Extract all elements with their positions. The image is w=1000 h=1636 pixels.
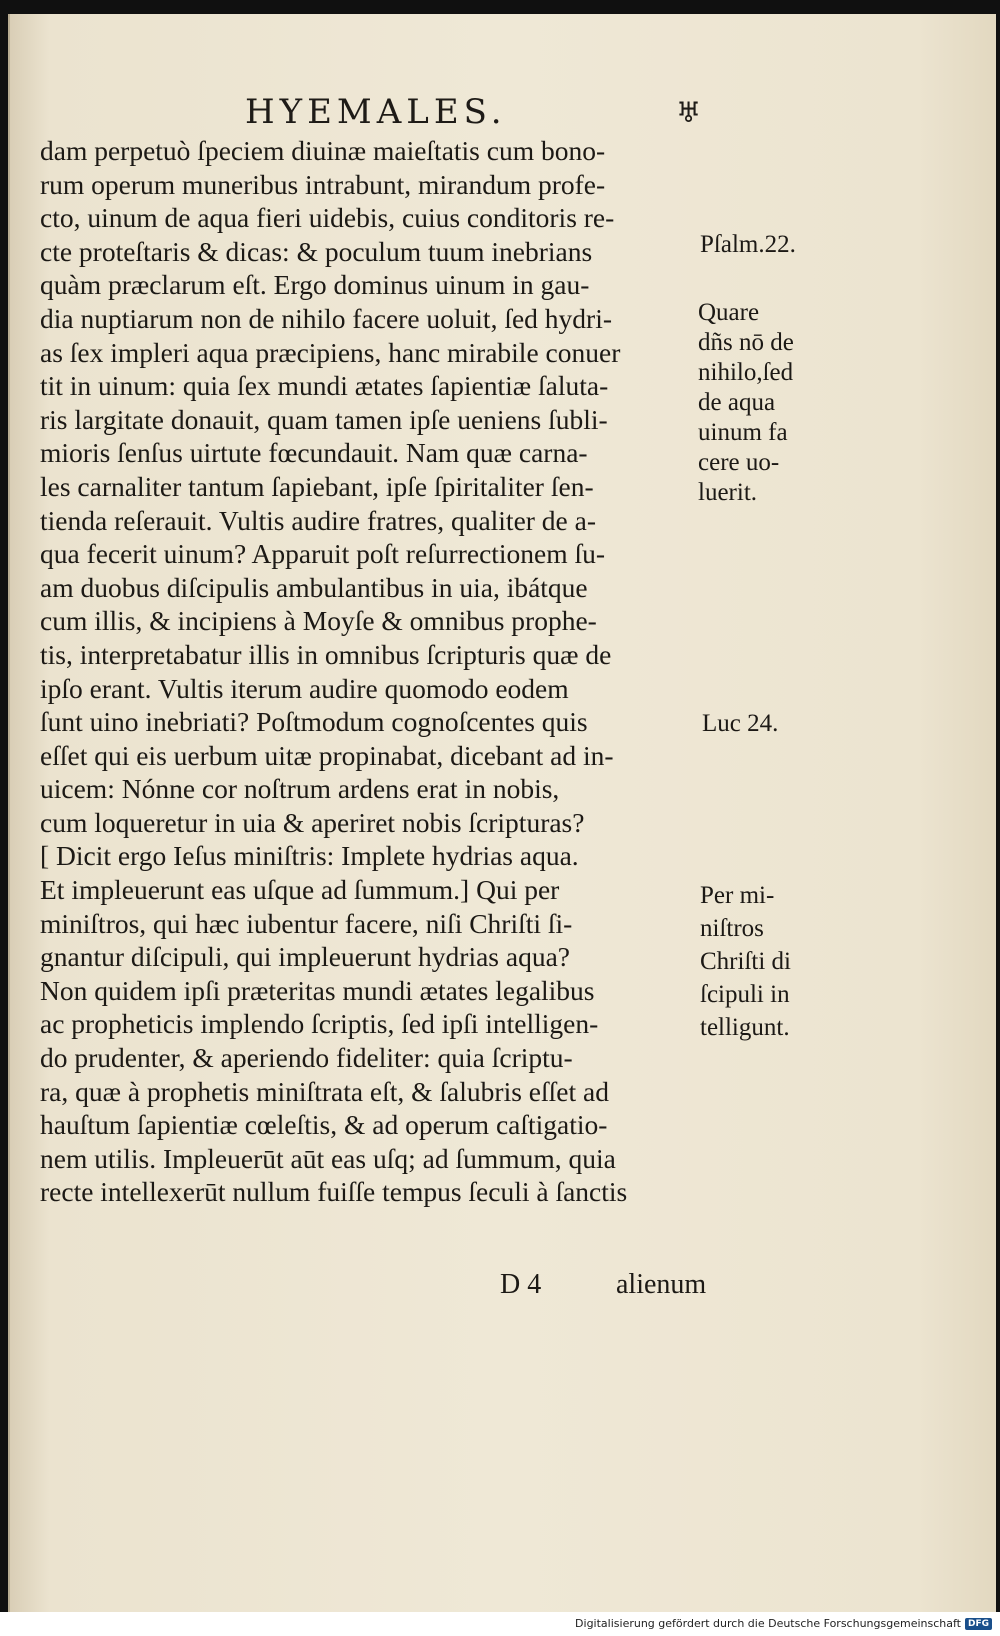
text-line: qua fecerit uinum? Apparuit poſt reſurrectionem ſu- (40, 538, 606, 570)
text-line: les carnaliter tantum ſapiebant, ipſe ſpiritaliter ſen- (40, 470, 594, 502)
text-line: ra, quæ à prophetis miniſtrata eſt, & ſalubris eſſet ad (40, 1075, 609, 1107)
text-line: am duobus diſcipulis ambulantibus in uia, ibátque (40, 571, 588, 603)
text-line: nem utilis. Impleuerūt aūt eas uſq; ad ſummum, quia (40, 1142, 616, 1174)
text-line: ſunt uino inebriati? Poſtmodum cognoſcentes quis (40, 706, 588, 738)
text-line: hauſtum ſapientiæ cœleſtis, & ad operum caſtigatio- (40, 1109, 608, 1141)
text-line: cto, uinum de aqua fieri uidebis, cuius conditoris re- (40, 202, 615, 234)
text-line: Et impleuerunt eas uſque ad ſummum.] Qui per (40, 874, 560, 906)
text-line: mioris ſenſus uirtute fœcundauit. Nam quæ carna- (40, 437, 588, 469)
margin-note-quare: Quare dñs nō de nihilo,ſed de aqua uinum fa cere uo- luerit. (698, 299, 794, 506)
text-line: cum loqueretur in uia & aperiret nobis ſcripturas? (40, 806, 585, 838)
text-line: gnantur diſcipuli, qui impleuerunt hydrias aqua? (40, 941, 571, 973)
credit-text: Digitalisierung gefördert durch die Deutsche Forschungsgemeinschaft (575, 1617, 961, 1630)
text-line: rum operum muneribus intrabunt, mirandum profe- (40, 168, 606, 200)
digitization-credit (575, 1617, 992, 1630)
text-line: as ſex impleri aqua præcipiens, hanc mirabile conuer (40, 336, 621, 368)
text-line: ris largitate donauit, quam tamen ipſe ueniens ſubli- (40, 403, 608, 435)
text-line: miniſtros, qui hæc iubentur facere, niſi Chriſti ſi- (40, 907, 573, 939)
text-line: tienda reſerauit. Vultis audire fratres, qualiter de a- (40, 504, 597, 536)
main-text-column (40, 134, 720, 1209)
text-line: dia nuptiarum non de nihilo facere uoluit, ſed hydri- (40, 302, 612, 334)
text-line: cum illis, & incipiens à Moyſe & omnibus prophe- (40, 605, 597, 637)
margin-note-psalm: Pſalm.22. (700, 231, 796, 258)
text-line: do prudenter, & aperiendo fideliter: quia ſcriptu- (40, 1042, 573, 1074)
dfg-logo-icon: DFG (965, 1618, 992, 1630)
text-line: [ Dicit ergo Ieſus miniſtris: Implete hydrias aqua. (40, 840, 579, 872)
catchword: alienum (616, 1269, 707, 1300)
text-line: uicem: Nónne cor noſtrum ardens erat in nobis, (40, 773, 560, 805)
margin-note-ministros: Per mi- niſtros Chriſti di ſcipuli in telligunt. (700, 882, 791, 1041)
margin-note-luc: Luc 24. (702, 710, 779, 737)
text-line: Non quidem ipſi præteritas mundi ætates legalibus (40, 974, 595, 1006)
text-line: cte proteſtaris & dicas: & poculum tuum inebrians (40, 235, 593, 267)
text-line: eſſet qui eis uerbum uitæ propinabat, dicebant ad in- (40, 739, 614, 771)
text-line: dam perpetuò ſpeciem diuinæ maieſtatis cum bono- (40, 135, 606, 166)
text-line: ipſo erant. Vultis iterum audire quomodo eodem (40, 672, 569, 704)
book-page (8, 14, 996, 1612)
folio-mark: ♅ (676, 96, 702, 129)
text-line: tis, interpretabatur illis in omnibus ſcripturis quæ de (40, 638, 612, 670)
signature-mark: D 4 (500, 1269, 542, 1300)
text-line: recte intellexerūt nullum fuiſſe tempus ſeculi à ſanctis (40, 1176, 628, 1208)
running-title: HYEMALES. (245, 92, 507, 132)
text-line: tit in uinum: quia ſex mundi ætates ſapientiæ ſaluta- (40, 370, 609, 402)
text-line: ac propheticis implendo ſcriptis, ſed ipſi intelligen- (40, 1008, 599, 1040)
text-line: quàm præclarum eſt. Ergo dominus uinum in gau- (40, 269, 590, 301)
